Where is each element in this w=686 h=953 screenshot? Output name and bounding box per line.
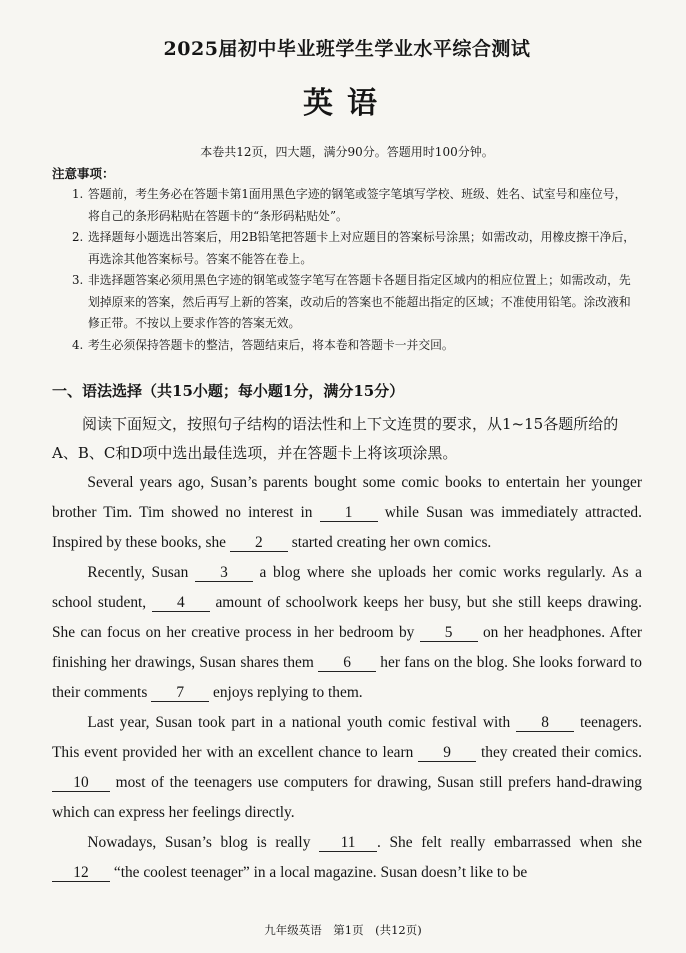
blank-10: 10 [52, 774, 110, 792]
passage-text: while Susan was immediately attracted. Inspired by these books, she [52, 504, 642, 551]
blank-4: 4 [152, 594, 210, 612]
notice-item-number: 4. [72, 337, 84, 352]
notice-item-text: 非选择题答案必须用黑色字迹的钢笔或签字笔写在答题卡各题目指定区域内的相应位置上；如需改动，先划掉原来的答案，然后再写上新的答案，改动后的答案也不能超出指定的区域；不准使用铅笔。涂改液和修正带。不按以上要求作答的答案无效。 [88, 273, 631, 330]
passage-text: . She felt really embarrassed when she [377, 834, 642, 851]
passage-text: teenagers. This event provided her with an excellent chance to learn [52, 714, 642, 761]
passage-paragraph [52, 468, 642, 558]
blank-7: 7 [151, 684, 209, 702]
blank-11: 11 [319, 834, 377, 852]
notice-item-text: 考生必须保持答题卡的整洁，答题结束后，将本卷和答题卡一并交回。 [88, 337, 454, 352]
reading-passage [52, 468, 642, 888]
notice-item [52, 184, 642, 227]
notice-item-number: 3. [72, 273, 84, 287]
passage-text: started creating her own comics. [291, 534, 492, 551]
passage-paragraph [52, 558, 642, 708]
notice-item-text: 选择题每小题选出答案后，用2B铅笔把答题卡上对应题目的答案标号涂黑；如需改动，用橡皮擦干净后，再选涂其他答案标号。答案不能答在卷上。 [88, 230, 636, 266]
blank-9: 9 [418, 744, 476, 762]
blank-3: 3 [195, 564, 253, 582]
passage-text: most of the teenagers use computers for drawing, Susan still prefers hand-drawing which can express her feelings directly. [52, 774, 642, 821]
passage-text: “the coolest teenager” in a local magazine. Susan doesn’t like to be [113, 864, 528, 881]
blank-1: 1 [320, 504, 378, 522]
blank-6: 6 [318, 654, 376, 672]
passage-text: a blog where she uploads her comic works regularly. As a school student, [52, 564, 642, 611]
notice-item [52, 270, 642, 335]
passage-text: Last year, Susan took part in a national youth comic festival with [87, 714, 511, 731]
notice-list [52, 184, 642, 356]
passage-text: her fans on the blog. She looks forward to their comments [52, 654, 642, 701]
section-heading: 一、语法选择（共15小题；每小题1分，满分15分） [52, 382, 405, 400]
exam-title: 2025届初中毕业班学生学业水平综合测试 [163, 38, 531, 60]
passage-text: Nowadays, Susan’s blog is really [87, 834, 311, 851]
notice-item-number: 1. [72, 187, 84, 201]
passage-text: enjoys replying to them. [213, 684, 363, 701]
page-footer: 九年级英语 第1页 (共12页) [264, 923, 422, 937]
notice-item-text: 答题前，考生务必在答题卡第1面用黑色字迹的钢笔或签字笔填写学校、班级、姓名、试室号和座位号，将自己的条形码粘贴在答题卡的“条形码粘贴处”。 [88, 187, 627, 223]
blank-8: 8 [516, 714, 574, 732]
blank-5: 5 [420, 624, 478, 642]
passage-text: on her headphones. After finishing her drawings, Susan shares them [52, 624, 642, 671]
section-instructions: 阅读下面短文，按照句子结构的语法性和上下文连贯的要求，从1~15各题所给的A、B、C和D项中选出最佳选项，并在答题卡上将该项涂黑。 [52, 415, 619, 462]
blank-2: 2 [230, 534, 288, 552]
notice-item [52, 227, 642, 270]
notice-item-number: 2. [72, 230, 84, 244]
blank-12: 12 [52, 864, 110, 882]
passage-text: Recently, Susan [87, 564, 189, 581]
passage-text: Several years ago, Susan’s parents bought some comic books to entertain her younger brother Tim. Tim showed no interest in [52, 474, 642, 521]
passage-paragraph [52, 828, 642, 888]
passage-text: amount of schoolwork keeps her busy, but she still keeps drawing. She can focus on her creative process in her bedroom by [52, 594, 642, 641]
passage-text: they created their comics. [480, 744, 642, 761]
passage-paragraph [52, 708, 642, 828]
subject-title: 英语 [303, 86, 391, 121]
notice-heading: 注意事项： [52, 166, 115, 181]
exam-info: 本卷共12页，四大题，满分90分。答题用时100分钟。 [200, 145, 494, 159]
notice-item [52, 335, 642, 357]
